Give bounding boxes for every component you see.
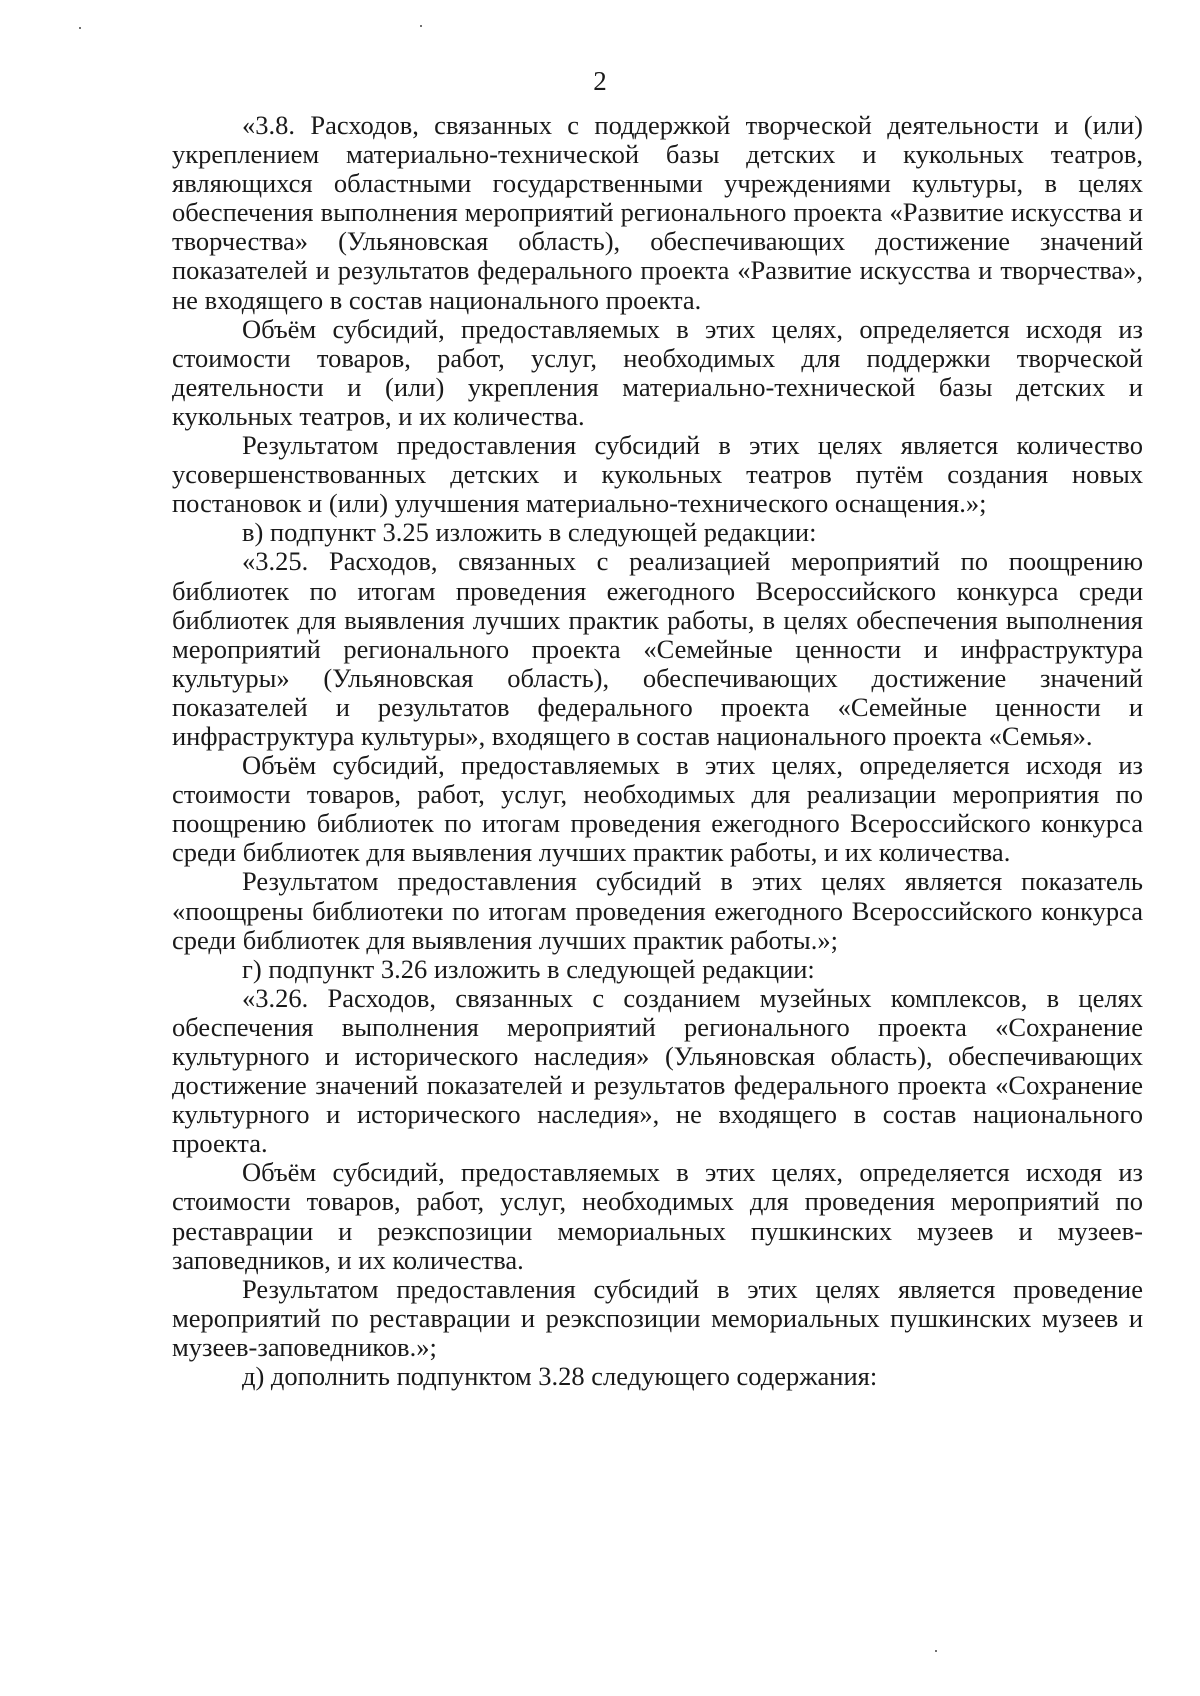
scan-speck: [935, 1650, 937, 1652]
page-number: 2: [593, 66, 607, 96]
paragraph-subitem-d: д) дополнить подпунктом 3.28 следующего содержания:: [242, 1361, 878, 1392]
paragraph-item-3-26: «3.26. Расходов, связанных с созданием музейных комплексов, в целях обеспечения выполнения мероприятий регионального проекта «Сохранение культурного и исторического наследия» (Ульяновская область), обеспечивающих достижение значений показателей и результатов федерального проекта «Сохранение культурного и исторического наследия», не входящего в состав национального проекта.: [172, 982, 1143, 1159]
paragraph-subitem-v: в) подпункт 3.25 изложить в следующей редакции:: [242, 517, 817, 548]
paragraph-subsidy-volume-3-26: Объём субсидий, предоставляемых в этих целях, определяется исходя из стоимости товаров, работ, услуг, необходимых для проведения мероприятий по реставрации и реэкспозиции мемориальных пушкинских музеев и музеев-заповедников, и их количества.: [172, 1157, 1143, 1275]
paragraph-subsidy-volume-3-8: Объём субсидий, предоставляемых в этих целях, определяется исходя из стоимости товаров, работ, услуг, необходимых для поддержки творческой деятельности и (или) укрепления материально-технической базы детских и кукольных театров, и их количества.: [172, 313, 1143, 431]
scan-speck: [79, 27, 81, 29]
paragraph-item-3-25: «3.25. Расходов, связанных с реализацией мероприятий по поощрению библиотек по итогам проведения ежегодного Всероссийского конкурса среди библиотек для выявления лучших практик работы, в целях обеспечения выполнения мероприятий регионального проекта «Семейные ценности и инфраструктура культуры» (Ульяновская область), обеспечивающих достижение значений показателей и результатов федерального проекта «Семейные ценности и инфраструктура культуры», входящего в состав национального проекта «Семья».: [172, 546, 1143, 751]
paragraph-item-3-8: «3.8. Расходов, связанных с поддержкой творческой деятельности и (или) укреплением материально-технической базы детских и кукольных театров, являющихся областными государственными учреждениями культуры, в целях обеспечения выполнения мероприятий регионального проекта «Развитие искусства и творчества» (Ульяновская область), обеспечивающих достижение значений показателей и результатов федерального проекта «Развитие искусства и творчества», не входящего в состав национального проекта.: [172, 110, 1143, 315]
paragraph-subsidy-result-3-26: Результатом предоставления субсидий в этих целях является проведение мероприятий по реставрации и реэкспозиции мемориальных пушкинских музеев и музеев-заповедников.»;: [172, 1273, 1143, 1362]
paragraph-subsidy-result-3-25: Результатом предоставления субсидий в этих целях является показатель «поощрены библиотеки по итогам проведения ежегодного Всероссийского конкурса среди библиотек для выявления лучших практик работы.»;: [172, 866, 1143, 955]
scan-speck: [420, 25, 422, 27]
document-body: [172, 111, 1143, 1391]
paragraph-subsidy-volume-3-25: Объём субсидий, предоставляемых в этих целях, определяется исходя из стоимости товаров, работ, услуг, необходимых для реализации мероприятия по поощрению библиотек по итогам проведения ежегодного Всероссийского конкурса среди библиотек для выявления лучших практик работы, и их количества.: [172, 750, 1143, 868]
paragraph-subitem-g: г) подпункт 3.26 изложить в следующей редакции:: [242, 953, 815, 984]
paragraph-subsidy-result-3-8: Результатом предоставления субсидий в этих целях является количество усовершенствованных детских и кукольных театров путём создания новых постановок и (или) улучшения материально-технического оснащения.»;: [172, 430, 1143, 519]
